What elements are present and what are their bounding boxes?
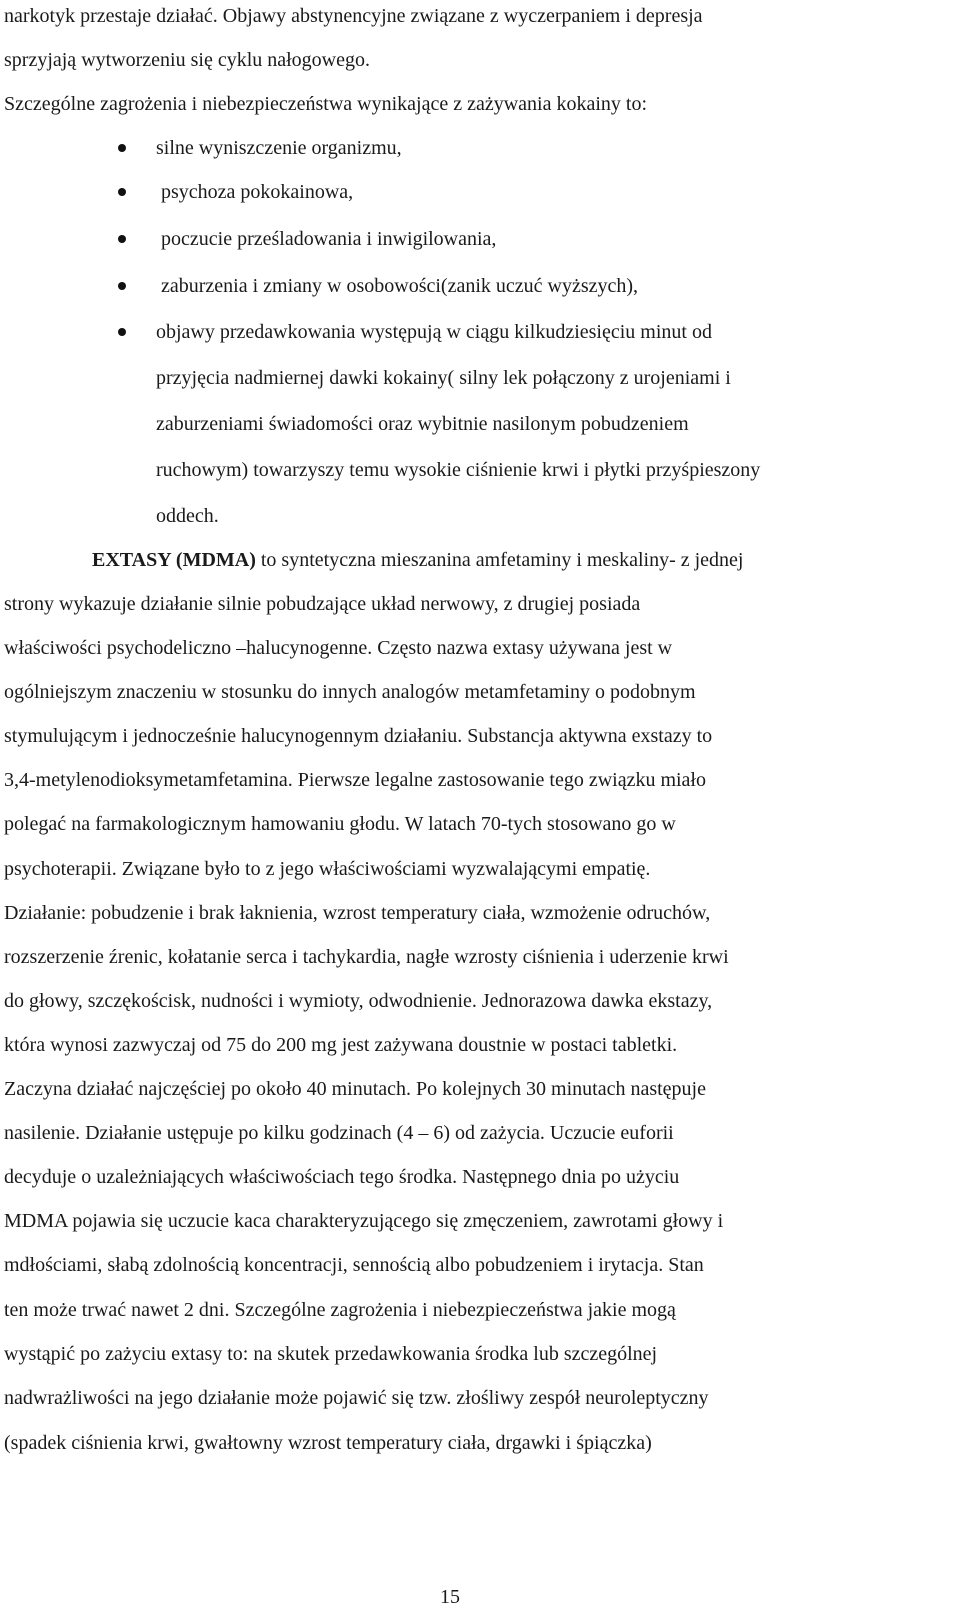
text-line: nadwrażliwości na jego działanie może pojawić się tzw. złośliwy zespół neuroleptyczny [4,1387,709,1409]
text-line: ten może trwać nawet 2 dni. Szczególne zagrożenia i niebezpieczeństwa jakie mogą [4,1299,676,1321]
bullet-icon [118,144,126,152]
bullet-icon [118,188,126,196]
text-line: strony wykazuje działanie silnie pobudzające układ nerwowy, z drugiej posiada [4,593,641,615]
list-item-text: objawy przedawkowania występują w ciągu kilkudziesięciu minut od [156,321,712,343]
text-line: Zaczyna działać najczęściej po około 40 minutach. Po kolejnych 30 minutach następuje [4,1078,706,1100]
bullet-icon [118,328,126,336]
text-line: MDMA pojawia się uczucie kaca charakteryzującego się zmęczeniem, zawrotami głowy i [4,1210,724,1232]
text-line [92,548,743,572]
text-line: która wynosi zazwyczaj od 75 do 200 mg jest zażywana doustnie w postaci tabletki. [4,1034,678,1056]
list-item-text: silne wyniszczenie organizmu, [156,137,402,159]
text-line: stymulującym i jednocześnie halucynogennym działaniu. Substancja aktywna exstazy to [4,725,713,747]
text-line: nasilenie. Działanie ustępuje po kilku godzinach (4 – 6) od zażycia. Uczucie euforii [4,1122,674,1144]
text-line: sprzyjają wytworzeniu się cyklu nałogowego. [4,49,371,71]
list-item-text: psychoza pokokainowa, [161,181,354,203]
text-line: 3,4-metylenodioksymetamfetamina. Pierwsze legalne zastosowanie tego związku miało [4,769,706,791]
list-item-text: przyjęcia nadmiernej dawki kokainy( silny lek połączony z urojeniami i [156,367,731,389]
text-span: to syntetyczna mieszanina amfetaminy i meskaliny- z jednej [255,549,744,571]
text-line: Działanie: pobudzenie i brak łaknienia, wzrost temperatury ciała, wzmożenie odruchów, [4,902,711,924]
text-line: psychoterapii. Związane było to z jego właściwościami wyzwalającymi empatię. [4,858,651,880]
text-line: właściwości psychodeliczno –halucynogenne. Często nazwa extasy używana jest w [4,637,673,659]
text-line: Szczególne zagrożenia i niebezpieczeństwa wynikające z zażywania kokainy to: [4,93,648,115]
page-number: 15 [440,1586,460,1608]
list-item-text: poczucie prześladowania i inwigilowania, [161,228,497,250]
text-line: (spadek ciśnienia krwi, gwałtowny wzrost temperatury ciała, drgawki i śpiączka) [4,1432,652,1454]
text-line: polegać na farmakologicznym hamowaniu głodu. W latach 70-tych stosowano go w [4,813,676,835]
text-line: do głowy, szczękościsk, nudności i wymioty, odwodnienie. Jednorazowa dawka ekstazy, [4,990,713,1012]
text-line: rozszerzenie źrenic, kołatanie serca i tachykardia, nagłe wzrosty ciśnienia i uderzenie krwi [4,946,729,968]
section-heading: EXTASY (MDMA) [92,549,256,571]
list-item-text: zaburzenia i zmiany w osobowości(zanik uczuć wyższych), [161,275,639,297]
text-line: mdłościami, słabą zdolnością koncentracji, sennością albo pobudzeniem i irytacja. Stan [4,1254,704,1276]
text-line: decyduje o uzależniających właściwościach tego środka. Następnego dnia po użyciu [4,1166,680,1188]
text-line: ogólniejszym znaczeniu w stosunku do innych analogów metamfetaminy o podobnym [4,681,696,703]
bullet-icon [118,235,126,243]
list-item-text: zaburzeniami świadomości oraz wybitnie nasilonym pobudzeniem [156,413,689,435]
bullet-icon [118,282,126,290]
text-line: narkotyk przestaje działać. Objawy abstynencyjne związane z wyczerpaniem i depresja [4,5,703,27]
text-line: wystąpić po zażyciu extasy to: na skutek przedawkowania środka lub szczególnej [4,1343,658,1365]
list-item-text: oddech. [156,505,219,527]
list-item-text: ruchowym) towarzyszy temu wysokie ciśnienie krwi i płytki przyśpieszony [156,459,761,481]
